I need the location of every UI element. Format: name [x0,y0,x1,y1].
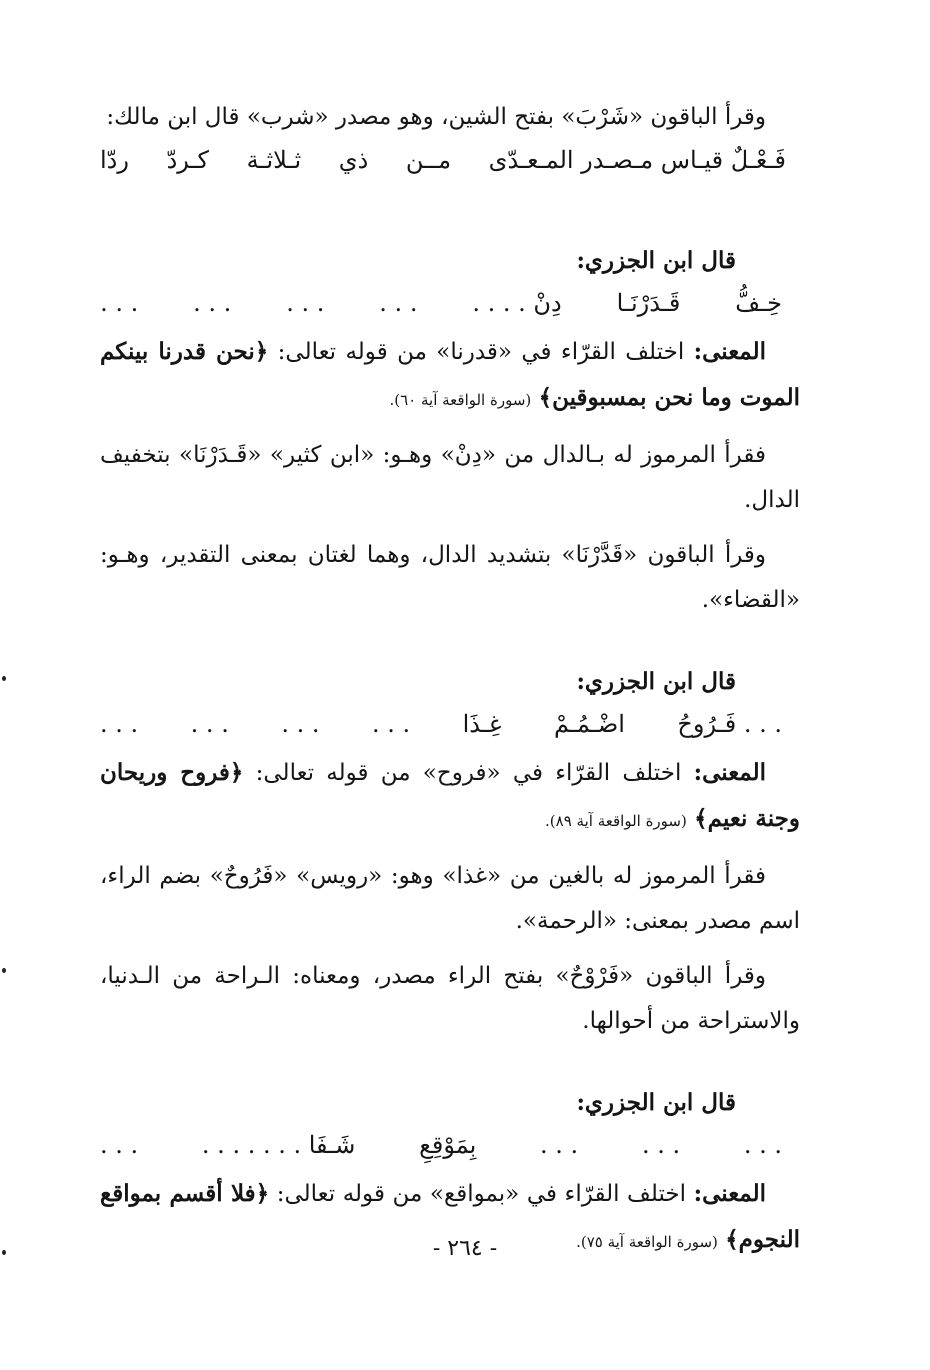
verse-segment: شَـفَا . . . . . . . [201,1131,356,1159]
poem-segment: ردّا [100,146,129,174]
verse-segment: دِنْ . . . . [472,289,562,317]
verse-segment: قَـدَرْنَـا [616,289,681,317]
scan-speck [2,968,6,973]
meaning-text: اختلف القرّاء في «قدرنا» من قوله تعالى: [277,339,685,365]
meaning-label: المعنى: [693,759,766,786]
meaning-paragraph [100,329,800,423]
poem-segment: فَـعْـلٌ قيـاس مـصـدر المـعـدّى [488,146,786,174]
verse-segment: . . . [379,289,418,317]
verse-segment: بِمَوْقِعِ [419,1131,477,1159]
section-heading: قال ابن الجزري: [576,247,736,274]
meaning-label: المعنى: [693,1180,766,1207]
verse-segment: . . . [540,1131,579,1159]
poem-line [100,140,800,180]
surah-reference: (سورة الواقعة آية ٧٥). [576,1233,718,1251]
reading-paragraph: وقرأ الباقون «فَرْوْحٌ» بفتح الراء مصدر، ومعناه: الـراحة من الـدنيا، والاستراحة من أحوالها. [100,963,800,1034]
verse-segment: . . . [193,289,232,317]
verse-segment: اضْـمُـمْ [553,710,625,738]
verse-segment: . . . [371,710,411,738]
poem-segment: مــن [405,146,452,174]
quran-quote: ﴿فلا أقسم بمواقع النجوم﴾ [100,1180,800,1253]
surah-reference: (سورة الواقعة آية ٦٠). [389,391,532,409]
surah-reference: (سورة الواقعة آية ٨٩). [545,812,687,830]
verse-line [100,283,800,323]
reading-paragraph: فقرأ المرموز له بالغين من «غذا» وهو: «رويس» «فَرُوحٌ» بضم الراء، اسم مصدر بمعنى: «الرحمة». [100,863,800,934]
poem-segment: ذي [338,146,369,174]
verse-segment: . . . [190,710,229,738]
page-body [100,95,800,1265]
verse-line [100,704,800,744]
verse-segment: . . . [286,289,325,317]
verse-line [100,1125,800,1165]
verse-segment: . . . [641,1131,681,1159]
verse-segment: . . . [100,710,139,738]
verse-segment: . . . [743,1131,782,1159]
page-number: - ٢٦٤ - [432,1236,498,1261]
verse-segment: غِـذَا [462,710,502,738]
meaning-text: اختلف القرّاء في «فروح» من قوله تعالى: [255,760,682,786]
verse-segment: خِـفُّ [735,289,782,317]
scan-speck [2,1250,6,1255]
quran-quote: ﴿فروح وريحان وجنة نعيم﴾ [100,759,800,832]
poem-segment: ثـلاثـة [246,146,302,174]
meaning-label: المعنى: [693,338,767,365]
scan-speck [2,676,6,681]
section-heading: قال ابن الجزري: [576,1089,736,1116]
verse-segment: . . . فَـرُوحُ [677,710,782,738]
section-heading: قال ابن الجزري: [576,668,736,695]
poem-segment: كـردّ [166,146,209,174]
verse-segment: . . . [100,289,139,317]
verse-segment: . . . [281,710,320,738]
reading-paragraph: وقرأ الباقون «قَدَّرْنَا» بتشديد الدال، وهما لغتان بمعنى التقدير، وهـو: «القضاء». [100,542,800,613]
verse-segment: . . . [100,1131,139,1159]
intro-line: وقرأ الباقون «شَرْبَ» بفتح الشين، وهو مصدر «شرب» قال ابن مالك: [106,104,766,130]
reading-paragraph: فقرأ المرموز له بـالدال من «دِنْ» وهـو: «ابن كثير» «قَـدَرْنَا» بتخفيف الدال. [100,442,800,513]
meaning-paragraph [100,750,800,844]
quran-quote: ﴿نحن قدرنا بينكم الموت وما نحن بمسبوقين﴾ [100,338,800,411]
meaning-text: اختلف القرّاء في «بمواقع» من قوله تعالى: [276,1181,687,1207]
